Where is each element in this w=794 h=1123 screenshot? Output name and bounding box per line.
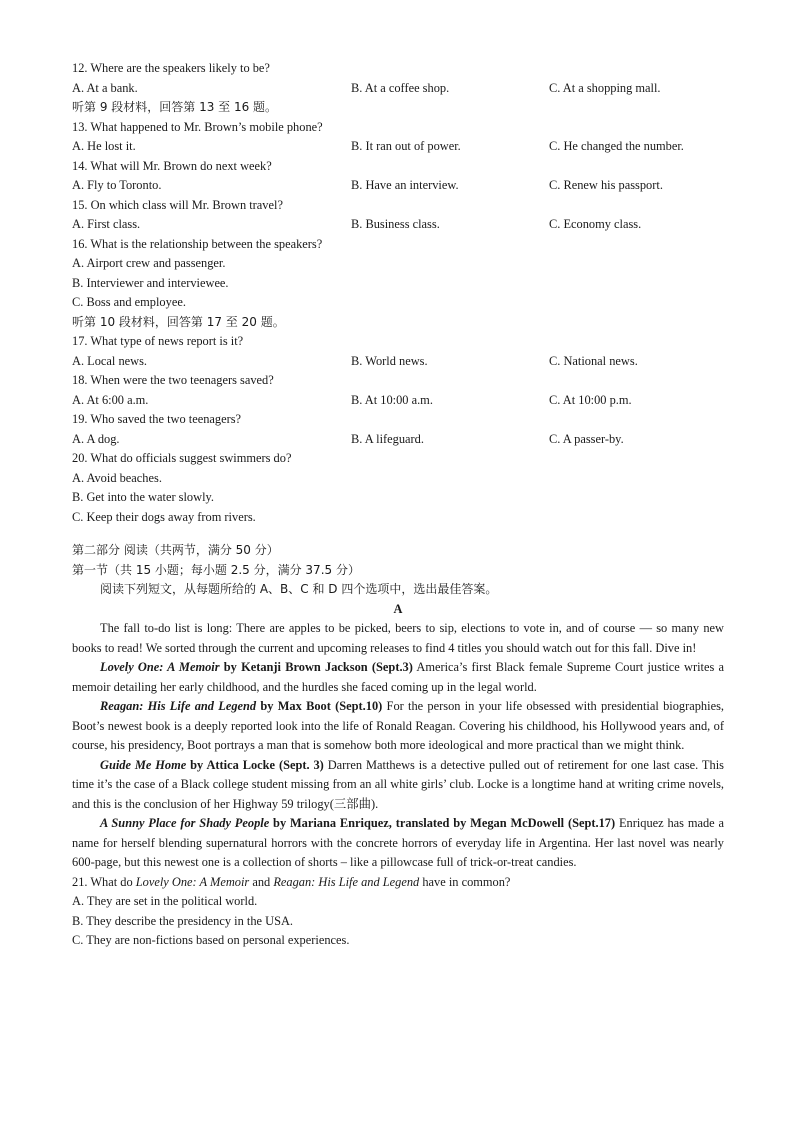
option-17-c: C. National news. <box>549 353 638 368</box>
reading-instruction: 阅读下列短文，从每题所给的 A、B、C 和 D 四个选项中，选出最佳答案。 <box>100 582 498 596</box>
question-21-mid: and <box>249 874 274 889</box>
options-17 <box>72 352 724 372</box>
book-1-title: Lovely One: A Memoir <box>100 660 220 674</box>
option-19-a: A. A dog. <box>72 431 120 446</box>
book-1-entry <box>72 658 724 697</box>
option-17-b: B. World news. <box>351 353 428 368</box>
options-14 <box>72 176 724 196</box>
question-20: 20. What do officials suggest swimmers do? <box>72 451 292 465</box>
book-2-entry <box>72 697 724 756</box>
option-20-a: A. Avoid beaches. <box>72 470 162 485</box>
options-18 <box>72 391 724 411</box>
question-15: 15. On which class will Mr. Brown travel? <box>72 197 283 212</box>
section-10-heading: 听第 10 段材料，回答第 17 至 20 题。 <box>72 314 285 329</box>
option-14-c: C. Renew his passport. <box>549 178 663 192</box>
option-17-a: A. Local news. <box>72 353 148 368</box>
option-13-a: A. He lost it. <box>72 139 136 153</box>
book-2-byline: by Max Boot (Sept.10) <box>256 699 383 713</box>
option-20-b: B. Get into the water slowly. <box>72 490 215 504</box>
option-14-b: B. Have an interview. <box>351 178 459 192</box>
passage-label: A <box>393 601 403 616</box>
question-13: 13. What happened to Mr. Brown’s mobile phone? <box>72 119 323 134</box>
option-16-c: C. Boss and employee. <box>72 295 186 309</box>
exam-page <box>72 59 724 951</box>
option-21-b: B. They describe the presidency in the USA. <box>72 913 294 928</box>
option-16-a: A. Airport crew and passenger. <box>72 256 226 270</box>
option-18-c: C. At 10:00 p.m. <box>549 392 632 407</box>
question-18: 18. When were the two teenagers saved? <box>72 373 274 387</box>
option-13-c: C. He changed the number. <box>549 139 684 153</box>
question-14: 14. What will Mr. Brown do next week? <box>72 158 272 173</box>
question-21-title-2: Reagan: His Life and Legend <box>273 874 420 889</box>
book-4-byline: by Mariana Enriquez, translated by Megan McDowell (Sept.17) <box>269 816 616 830</box>
book-3-entry <box>72 756 724 815</box>
option-15-c: C. Economy class. <box>549 217 642 231</box>
question-21-post: have in common? <box>419 874 511 889</box>
question-16: 16. What is the relationship between the speakers? <box>72 236 323 251</box>
options-12 <box>72 79 724 99</box>
option-12-c: C. At a shopping mall. <box>549 80 661 95</box>
book-4-title: A Sunny Place for Shady People <box>100 816 270 830</box>
question-21-pre: 21. What do <box>72 874 136 889</box>
section-1-heading: 第一节（共 15 小题；每小题 2.5 分，满分 37.5 分） <box>72 562 360 577</box>
option-14-a: A. Fly to Toronto. <box>72 178 162 192</box>
option-12-a: A. At a bank. <box>72 80 138 95</box>
book-4-text: Enriquez has made a name for herself blending supernatural horrors with the concrete horrors of everyday life in Argentina. Her last novel was nearly 600-page, but this newest one is a collection of shorts – like a pillowcase full of trick-or-treat candies. <box>72 816 724 869</box>
options-15 <box>72 215 724 235</box>
book-3-byline: by Attica Locke (Sept. 3) <box>186 757 324 772</box>
book-3-title: Guide Me Home <box>100 757 187 772</box>
book-2-text: For the person in your life obsessed with presidential biographies, Boot’s newest book is a deeply reported look into the life of Ronald Reagan. Covering his childhood, his Hollywood years and, of course, his presidency, Boot portrays a man that is somehow both more ideological and more practical than we might think. <box>72 699 724 752</box>
options-13 <box>72 137 724 157</box>
book-2-title: Reagan: His Life and Legend <box>100 699 257 713</box>
part-2-heading: 第二部分 阅读（共两节，满分 50 分） <box>72 543 279 557</box>
option-15-a: A. First class. <box>72 217 141 231</box>
book-3-text: Darren Matthews is a detective pulled out of retirement for one last case. This time it’s the case of a Black college student missing from an all white girls’ club. Locke is a longtime hand at writing crime novels, and this is the conclusion of her Highway 59 trilogy(三部曲). <box>72 757 724 811</box>
question-21 <box>72 873 724 893</box>
option-13-b: B. It ran out of power. <box>351 139 461 153</box>
option-19-c: C. A passer-by. <box>549 431 624 446</box>
book-4-entry <box>72 814 724 873</box>
question-19: 19. Who saved the two teenagers? <box>72 412 242 426</box>
option-15-b: B. Business class. <box>351 217 440 231</box>
option-18-a: A. At 6:00 a.m. <box>72 392 149 407</box>
book-1-text: America’s first Black female Supreme Court justice writes a memoir detailing her early childhood, and the hurdles she faced coming up in the legal world. <box>72 660 725 694</box>
option-21-a: A. They are set in the political world. <box>72 894 258 908</box>
book-1-byline: by Ketanji Brown Jackson (Sept.3) <box>219 660 413 674</box>
question-12: 12. Where are the speakers likely to be? <box>72 61 270 75</box>
passage-intro: The fall to-do list is long: There are apples to be picked, beers to sip, elections to vote in, and of course — so many new books to read! We sorted through the current and upcoming releases to find 4 titles you should watch out for this fall. Dive in! <box>72 621 724 655</box>
options-19 <box>72 430 724 450</box>
option-16-b: B. Interviewer and interviewee. <box>72 275 229 290</box>
section-9-heading: 听第 9 段材料，回答第 13 至 16 题。 <box>72 100 278 114</box>
option-21-c: C. They are non-fictions based on personal experiences. <box>72 933 350 947</box>
option-19-b: B. A lifeguard. <box>351 431 424 446</box>
question-17: 17. What type of news report is it? <box>72 334 244 348</box>
option-18-b: B. At 10:00 a.m. <box>351 392 433 407</box>
question-21-title-1: Lovely One: A Memoir <box>135 874 250 889</box>
option-20-c: C. Keep their dogs away from rivers. <box>72 509 256 524</box>
option-12-b: B. At a coffee shop. <box>351 80 450 95</box>
